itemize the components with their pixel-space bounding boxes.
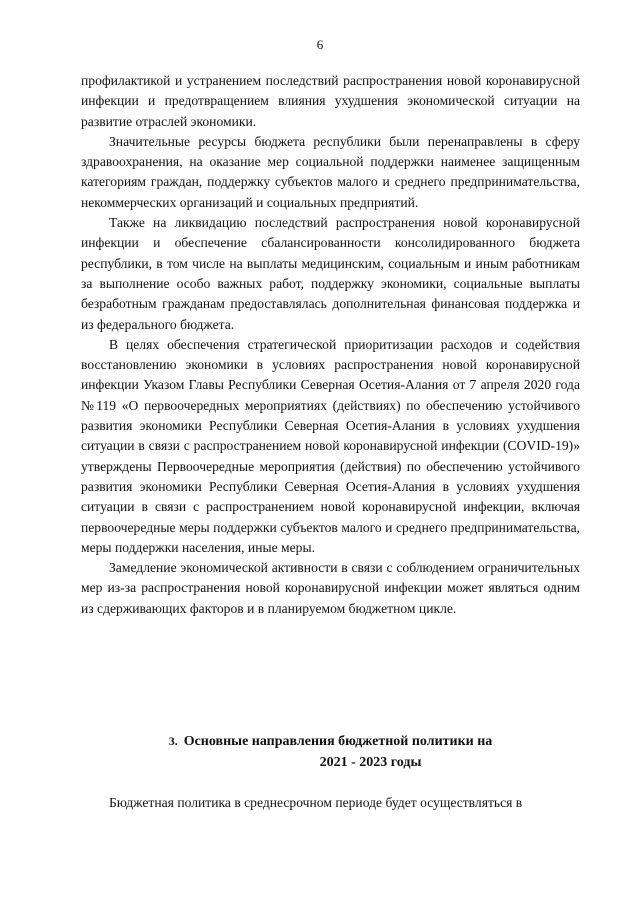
paragraph-decree: В целях обеспечения стратегической приоритизации расходов и содействия восстановлению экономики в условиях распространения новой коронавирусной инфекции Указом Главы Республики Северная Осетия-Алания от 7 апреля 2020 года №119 «О первоочередных мероприятиях (действиях) по обеспечению устойчивого развития экономики Республики Северная Осетия-Алания в условиях ухудшения ситуации в связи с распространением новой коронавирусной инфекции (COVID-19)» утверждены Первоочередные мероприятия (действия) по обеспечению устойчивого развития экономики Республики Северная Осетия-Алания в условиях ухудшения ситуации в связи с распространением новой коронавирусной инфекции, включая первоочередные меры поддержки субъектов малого и среднего предпринимательства, меры поддержки населения, иные меры. bbox=[81, 336, 580, 555]
paragraph-continuation: профилактикой и устранением последствий распространения новой коронавирусной инфекции и предотвращением влияния ухудшения экономической ситуации на развитие отраслей экономики. bbox=[81, 73, 580, 129]
section-title-line1: Основные направления бюджетной политики на bbox=[183, 734, 493, 749]
section-number: 3. bbox=[168, 734, 178, 748]
paragraph-budget-resources: Значительные ресурсы бюджета республики были перенаправлены в сферу здравоохранения, на оказание мер социальной поддержки наименее защищенным категориям граждан, поддержку субъектов малого и среднего предпринимательства, некоммерческих организаций и социальных предприятий. bbox=[81, 133, 580, 210]
section-title-line2: 2021 - 2023 годы bbox=[319, 755, 422, 770]
paragraph-slowdown: Замедление экономической активности в связи с соблюдением ограничительных мер из-за распространения новой коронавирусной инфекции может являться одним из сдерживающих факторов и в планируемом бюджетном цикле. bbox=[81, 560, 580, 616]
page-number: 6 bbox=[316, 37, 324, 52]
body-text bbox=[81, 71, 580, 619]
paragraph-budget-policy: Бюджетная политика в среднесрочном периоде будет осуществляться в bbox=[109, 795, 523, 810]
paragraph-federal-support: Также на ликвидацию последствий распространения новой коронавирусной инфекции и обеспечение сбалансированности консолидированного бюджета республики, в том числе на выплаты медицинским, социальным и иным работникам за выполнение особо важных работ, поддержку экономики, социальные выплаты безработным гражданам предоставлялась дополнительная финансовая поддержка и из федерального бюджета. bbox=[81, 215, 580, 332]
section-heading bbox=[81, 731, 580, 773]
